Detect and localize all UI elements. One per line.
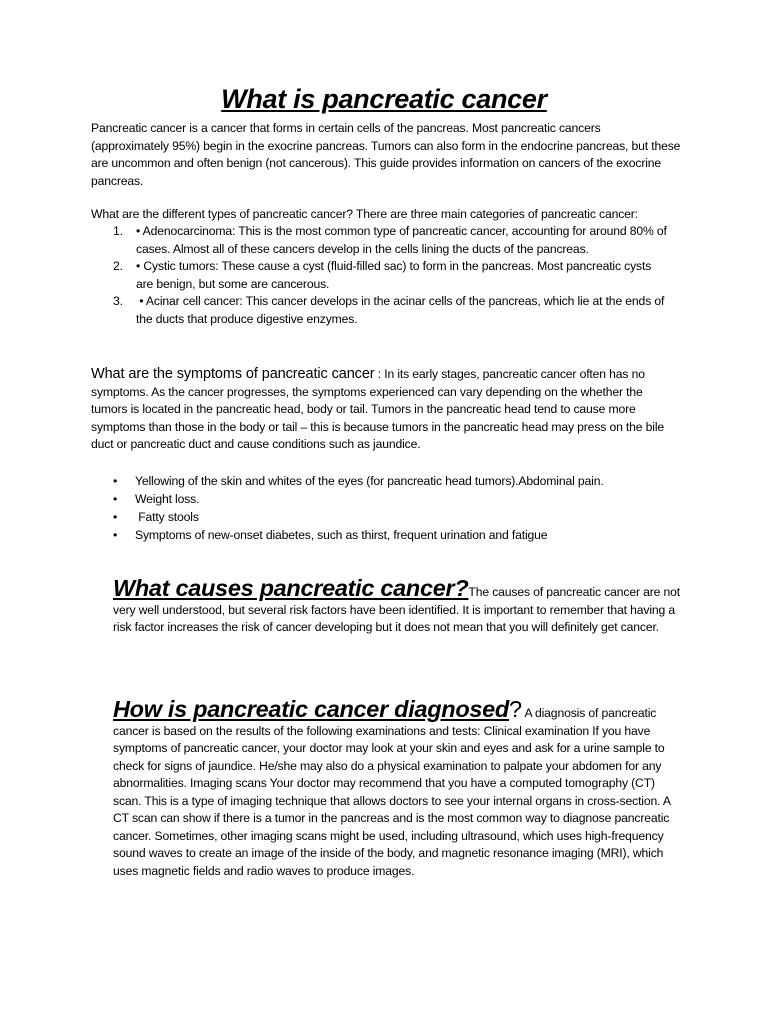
types-question: What are the different types of pancreatic cancer? There are three main categories of pancreatic cancer: [91,207,638,221]
list-number: 2. [113,259,123,273]
list-item [91,258,671,293]
list-item [91,508,671,526]
list-number: 1. [113,224,123,238]
list-item-text: Yellowing of the skin and whites of the eyes (for pancreatic head tumors).Abdominal pain. [135,474,604,488]
symptoms-body: : In its early stages, pancreatic cancer often has no symptoms. As the cancer progresses, the symptoms experienced can vary depending on the whether the tumors is located in the pancreatic head, body or tail. Tumors in the pancreatic head tend to cause more symptoms than those in the body or tail – this is because tumors in the pancreatic head may press on the bile duct or pancreatic duct and cause conditions such as jaundice. [91,367,665,451]
causes-heading: What causes pancreatic cancer? [113,575,469,601]
list-item-text: Fatty stools [135,510,199,524]
list-item-text: • Cystic tumors: These cause a cyst (fluid-filled sac) to form in the pancreas. Most pancreatic cysts are benign, but some are cancerous. [136,259,652,291]
bullet-icon: • [113,528,118,542]
bullet-icon: • [113,474,118,488]
causes-paragraph [113,575,683,637]
list-item [91,223,671,258]
symptoms-paragraph [91,366,681,454]
symptoms-heading: What are the symptoms of pancreatic cancer [91,366,375,382]
list-item-text: Symptoms of new-onset diabetes, such as thirst, frequent urination and fatigue [135,528,548,542]
list-item-text: • Adenocarcinoma: This is the most common type of pancreatic cancer, accounting for around 80% of cases. Almost all of these cancers develop in the cells lining the ducts of the pancreas. [136,224,667,256]
bullet-icon: • [113,510,118,524]
list-item [91,490,671,508]
bullet-icon: • [113,492,118,506]
list-item-text: • Acinar cell cancer: This cancer develops in the acinar cells of the pancreas, which lie at the ends of the ducts that produce digestive enzymes. [136,294,668,326]
types-list [91,223,671,328]
diagnosis-heading: How is pancreatic cancer diagnosed [113,696,509,722]
list-item [91,472,671,490]
diagnosis-question-mark: ? [508,696,522,722]
causes-body: The causes of pancreatic cancer are not very well understood, but several risk factors have been identified. It is important to remember that having a risk factor increases the risk of cancer developing but it does not mean that you will definitely get cancer. [113,585,681,634]
intro-paragraph: Pancreatic cancer is a cancer that forms in certain cells of the pancreas. Most pancreatic cancers (approximately 95%) begin in the exocrine pancreas. Tumors can also form in the endocrine pancreas, but these are uncommon and often benign (not cancerous). This guide provides information on cancers of the exocrine pancreas. [91,121,681,188]
symptoms-list [91,472,671,544]
list-number: 3. [113,294,123,308]
list-item [91,293,671,328]
page-title: What is pancreatic cancer [221,84,547,114]
list-item-text: Weight loss. [135,492,200,506]
diagnosis-paragraph [113,696,683,880]
list-item [91,526,671,544]
diagnosis-body: A diagnosis of pancreatic cancer is based on the results of the following examinations and tests: Clinical examination If you have symptoms of pancreatic cancer, your doctor may look at your skin and eyes and ask for a urine sample to check for signs of jaundice. He/she may also do a physical examination to palpate your abdomen for any abnormalities. Imaging scans Your doctor may recommend that you have a computed tomography (CT) scan. This is a type of imaging technique that allows doctors to see your internal organs in cross-section. A CT scan can show if there is a tumor in the pancreas and is the most common way to diagnose pancreatic cancer. Sometimes, other imaging scans might be used, including ultrasound, which uses high-frequency sound waves to create an image of the inside of the body, and magnetic resonance imaging (MRI), which uses magnetic fields and radio waves to produce images. [113,706,671,878]
